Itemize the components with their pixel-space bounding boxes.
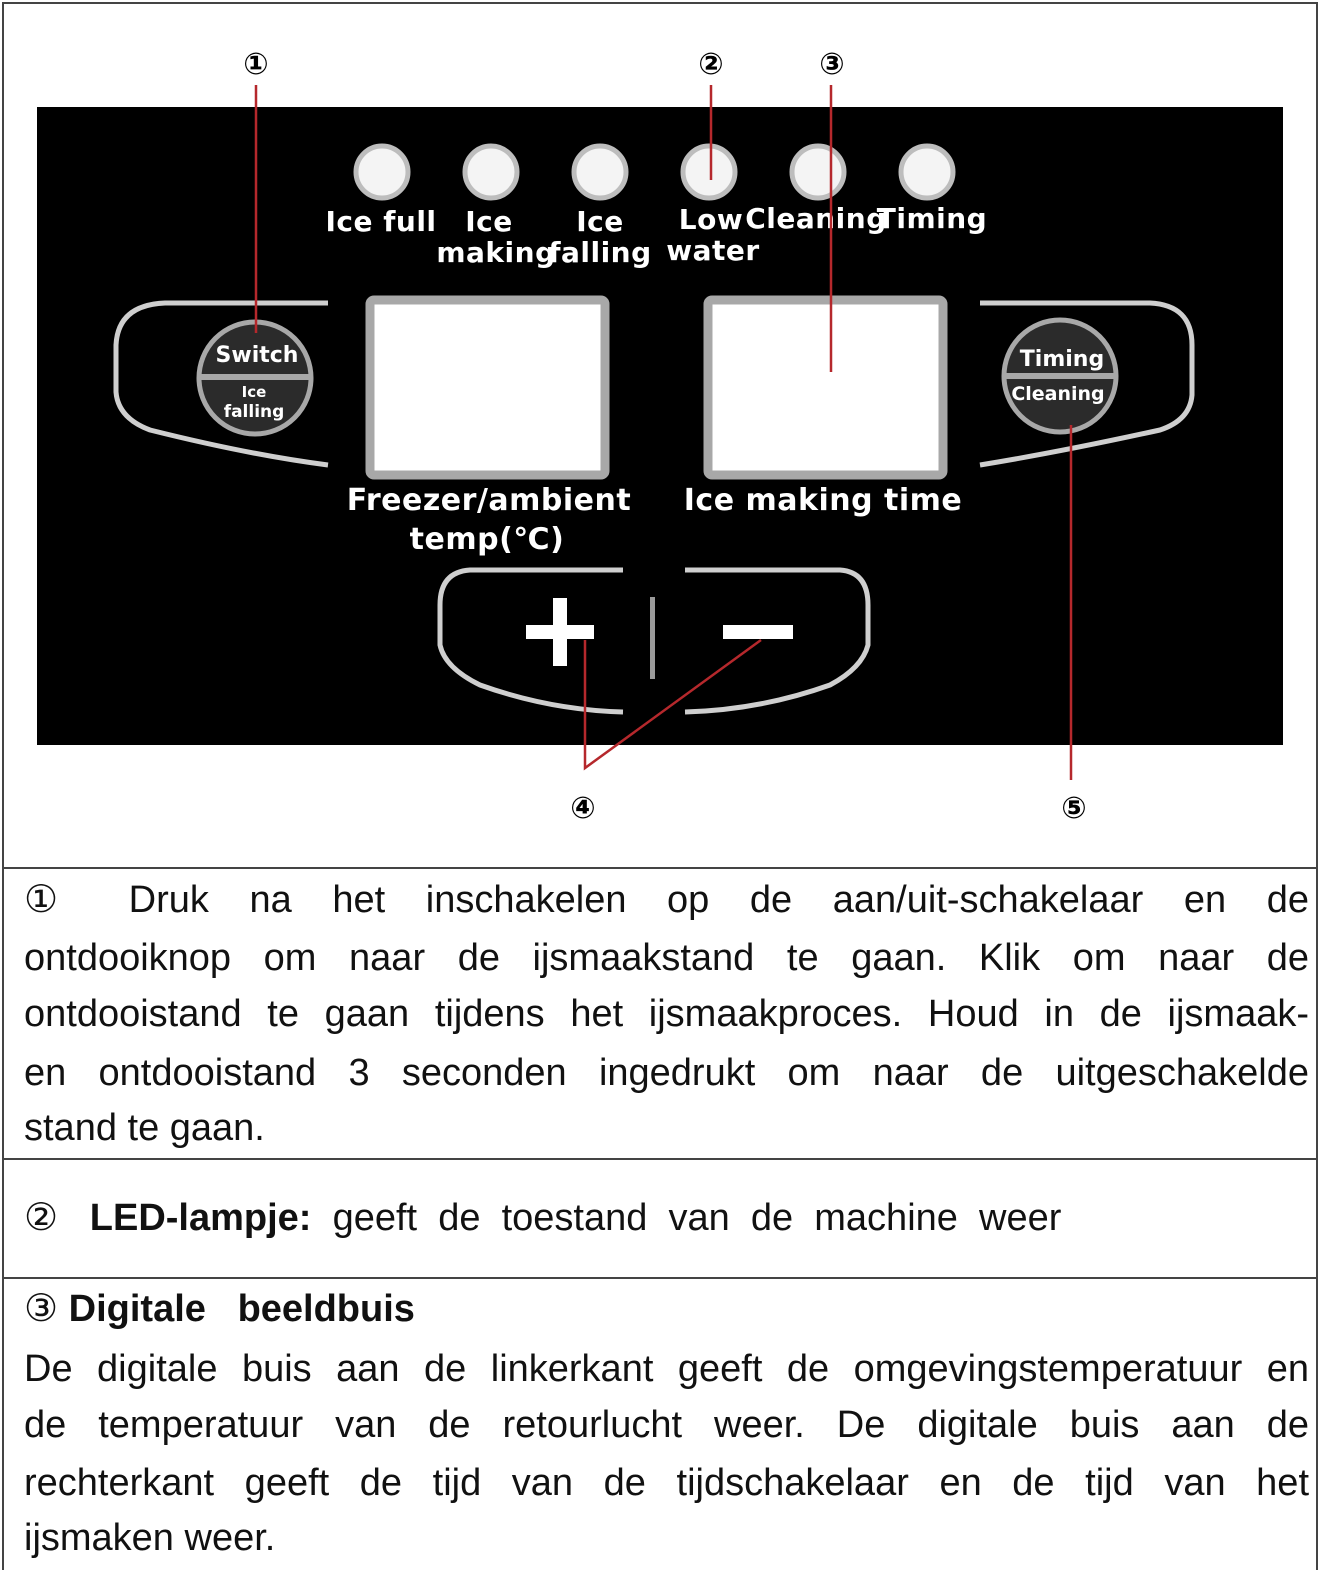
description-2-line	[24, 1194, 1309, 1242]
switch-button-label-bottom-1: Ice	[241, 383, 267, 401]
led-timing-label: Timing	[876, 202, 988, 235]
description-3-line-4: ijsmaken weer.	[24, 1517, 276, 1559]
timing-cleaning-button[interactable]	[1004, 320, 1116, 432]
description-3-heading	[24, 1285, 1309, 1333]
temperature-display	[370, 300, 605, 475]
led-cleaning-label: Cleaning	[745, 202, 887, 235]
switch-button[interactable]	[199, 322, 311, 434]
description-2-text: geeft de toestand van de machine weer	[332, 1197, 1062, 1239]
led-ice-falling-label-1: Ice	[576, 205, 624, 238]
led-ice-full-light	[356, 146, 408, 198]
led-low-water-light	[683, 146, 735, 198]
led-ice-falling-light	[574, 146, 626, 198]
description-1	[24, 876, 1318, 1156]
led-ice-making-label-1: Ice	[465, 205, 513, 238]
callout-3: ③	[819, 47, 845, 82]
switch-button-label-bottom-2: falling	[223, 402, 285, 422]
callout-4: ④	[570, 791, 596, 826]
description-2-title: LED-lampje:	[89, 1197, 312, 1239]
description-3-line-1: De digitale buis aan de linkerkant geeft de omgevingstemperatuur en	[24, 1348, 1309, 1390]
description-2	[24, 1194, 1318, 1254]
switch-button-label-top: Switch	[215, 343, 299, 368]
description-1-line-1: ① Druk na het inschakelen op de aan/uit-schakelaar en de	[24, 879, 1309, 921]
description-2-number: ②	[24, 1197, 59, 1239]
description-3-line-2: de temperatuur van de retourlucht weer. De digitale buis aan de	[24, 1404, 1309, 1446]
time-display-label: Ice making time	[683, 483, 963, 518]
led-timing-light	[901, 146, 953, 198]
callout-2: ②	[698, 47, 724, 82]
led-ice-full-label: Ice full	[325, 205, 437, 238]
led-ice-making-light	[465, 146, 517, 198]
description-1-line-5: stand te gaan.	[24, 1107, 265, 1149]
callout-1: ①	[243, 47, 269, 82]
led-low-water-label-1: Low	[678, 203, 744, 236]
description-3-number: ③	[24, 1288, 59, 1330]
callout-5: ⑤	[1061, 791, 1087, 826]
description-1-line-4: en ontdooistand 3 seconden ingedrukt om naar de uitgeschakelde	[24, 1052, 1309, 1094]
description-1-line-2: ontdooiknop om naar de ijsmaakstand te gaan. Klik om naar de	[24, 937, 1309, 979]
led-cleaning-light	[792, 146, 844, 198]
temperature-display-label-2: temp(℃)	[409, 522, 565, 557]
led-ice-falling-label-2: falling	[548, 236, 652, 269]
ice-making-time-display	[708, 300, 943, 475]
divider-3	[2, 1277, 1318, 1279]
minus-icon	[723, 625, 793, 639]
description-1-line-3: ontdooistand te gaan tijdens het ijsmaakproces. Houd in de ijsmaak-	[24, 993, 1309, 1035]
timing-button-label-bottom: Cleaning	[1011, 383, 1105, 405]
timing-button-label-top: Timing	[1019, 347, 1105, 372]
minus-button[interactable]	[723, 625, 793, 639]
led-ice-making-label-2: making	[436, 236, 556, 269]
description-3	[24, 1285, 1318, 1570]
divider-2	[2, 1158, 1318, 1160]
temperature-display-label-1: Freezer/ambient	[346, 483, 632, 518]
led-low-water-label-2: water	[666, 234, 760, 267]
plus-minus-separator	[650, 597, 655, 679]
description-3-title: Digitale beeldbuis	[68, 1288, 415, 1330]
description-3-line-3: rechterkant geeft de tijd van de tijdschakelaar en de tijd van het	[24, 1462, 1309, 1504]
plus-icon-v	[553, 598, 567, 666]
